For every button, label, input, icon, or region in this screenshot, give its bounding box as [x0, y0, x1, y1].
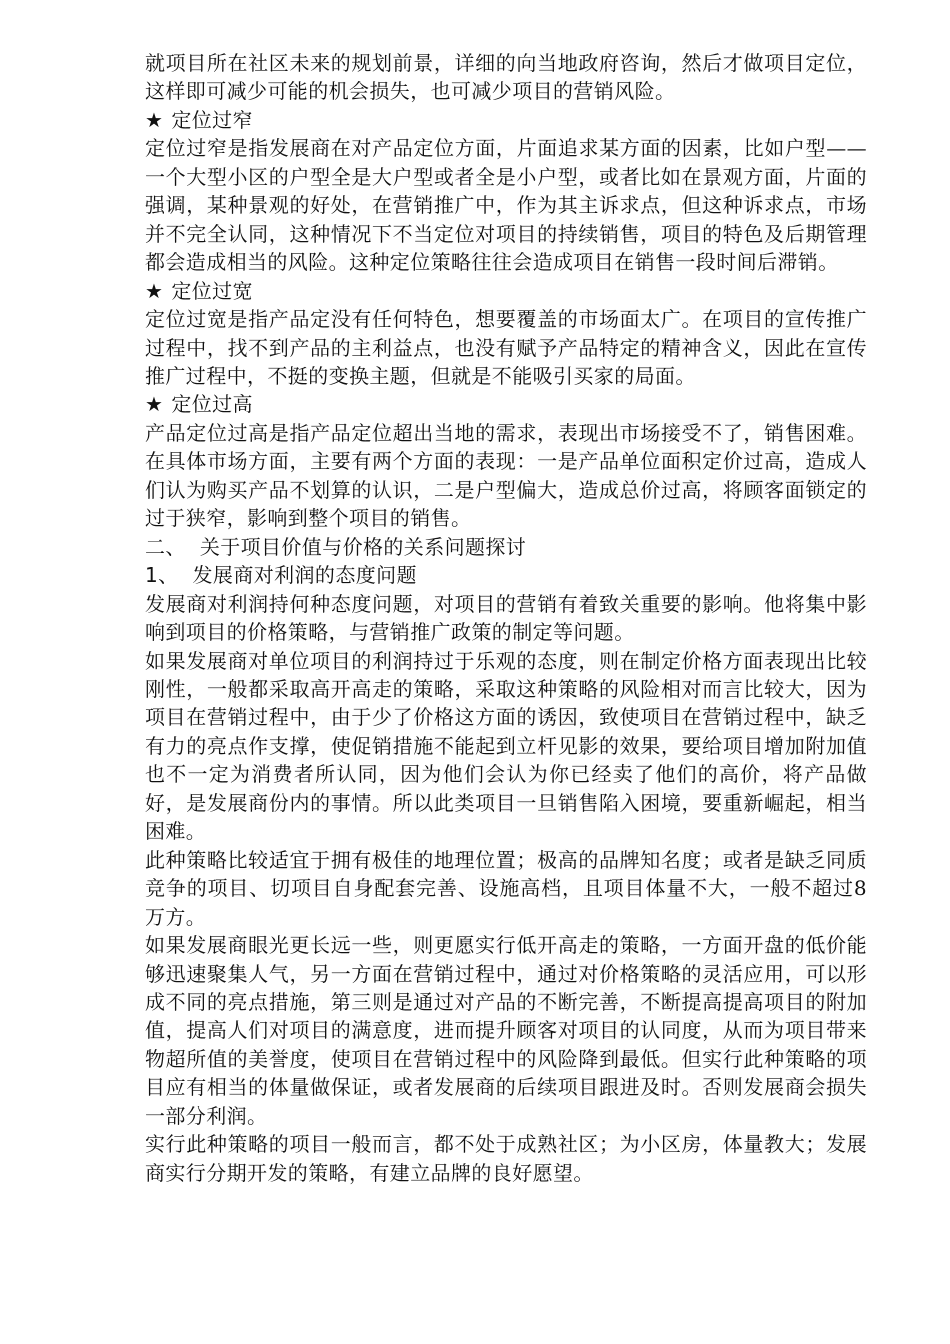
section-number: 二、	[145, 534, 186, 559]
paragraph-wide-positioning: 定位过宽是指产品定没有任何特色，想要覆盖的市场面太广。在项目的宣传推广过程中，找不到产品的主利益点，也没有赋予产品特定的精神含义，因此在宣传推广过程中，不挺的变换主题，但就是不能吸引买家的局面。	[145, 307, 867, 388]
heading-wide-positioning	[145, 277, 867, 305]
heading-text: 定位过高	[171, 392, 253, 417]
section-title: 关于项目价值与价格的关系问题探讨	[199, 534, 527, 559]
paragraph-profit-attitude-intro: 发展商对利润持何种态度问题，对项目的营销有着致关重要的影响。他将集中影响到项目的价格策略，与营销推广政策的制定等问题。	[145, 591, 867, 645]
paragraph-narrow-positioning: 定位过窄是指发展商在对产品定位方面，片面追求某方面的因素，比如户型——一个大型小区的户型全是大户型或者全是小户型，或者比如在景观方面，片面的强调，某种景观的好处，在营销推广中，作为其主诉求点，但这种诉求点，市场并不完全认同，这种情况下不当定位对项目的持续销售，项目的特色及后期管理都会造成相当的风险。这种定位策略往往会造成项目在销售一段时间后滞销。	[145, 136, 867, 275]
star-icon: ★	[145, 392, 164, 417]
paragraph-high-positioning: 产品定位过高是指产品定位超出当地的需求，表现出市场接受不了，销售困难。在具体市场方面，主要有两个方面的表现：一是产品单位面积定价过高，造成人们认为购买产品不划算的认识，二是户型偏大，造成总价过高，将顾客面锁定的过于狭窄，影响到整个项目的销售。	[145, 420, 867, 531]
heading-high-positioning	[145, 390, 867, 418]
subsection-title: 发展商对利润的态度问题	[192, 563, 417, 588]
star-icon: ★	[145, 278, 164, 303]
heading-text: 定位过宽	[171, 278, 253, 303]
section-heading-value-price	[145, 533, 867, 561]
heading-text: 定位过窄	[171, 107, 253, 132]
paragraph-high-open-suitability: 此种策略比较适宜于拥有极佳的地理位置；极高的品牌知名度；或者是缺乏同质竞争的项目、切项目自身配套完善、设施高档，且项目体量不大，一般不超过8万方。	[145, 847, 867, 929]
paragraph-planning-consult: 就项目所在社区未来的规划前景，详细的向当地政府咨询，然后才做项目定位，这样即可减少可能的机会损失，也可减少项目的营销风险。	[145, 51, 867, 104]
paragraph-low-open-strategy: 如果发展商眼光更长远一些，则更愿实行低开高走的策略，一方面开盘的低价能够迅速聚集人气，另一方面在营销过程中，通过对价格策略的灵活应用，可以形成不同的亮点措施，第三则是通过对产品的不断完善，不断提高提高项目的附加值，提高人们对项目的满意度，进而提升顾客对项目的认同度，从而为项目带来物超所值的美誉度，使项目在营销过程中的风险降到最低。但实行此种策略的项目应有相当的体量做保证，或者发展商的后续项目跟进及时。否则发展商会损失一部分利润。	[145, 933, 867, 1128]
star-icon: ★	[145, 107, 164, 132]
subsection-number: 1、	[145, 563, 179, 588]
paragraph-high-open-strategy: 如果发展商对单位项目的利润持过于乐观的态度，则在制定价格方面表现出比较刚性，一般都采取高开高走的策略，采取这种策略的风险相对而言比较大，因为项目在营销过程中，由于少了价格这方面的诱因，致使项目在营销过程中，缺乏有力的亮点作支撑，使促销措施不能起到立杆见影的效果，要给项目增加附加值也不一定为消费者所认同，因为他们会认为你已经卖了他们的高价，将产品做好，是发展商份内的事情。所以此类项目一旦销售陷入困境，要重新崛起，相当困难。	[145, 648, 867, 844]
subsection-heading-profit-attitude	[145, 561, 867, 589]
paragraph-low-open-suitability: 实行此种策略的项目一般而言，都不处于成熟社区；为小区房，体量教大；发展商实行分期开发的策略，有建立品牌的良好愿望。	[145, 1132, 867, 1185]
heading-narrow-positioning	[145, 106, 867, 134]
document-page	[145, 49, 867, 1187]
